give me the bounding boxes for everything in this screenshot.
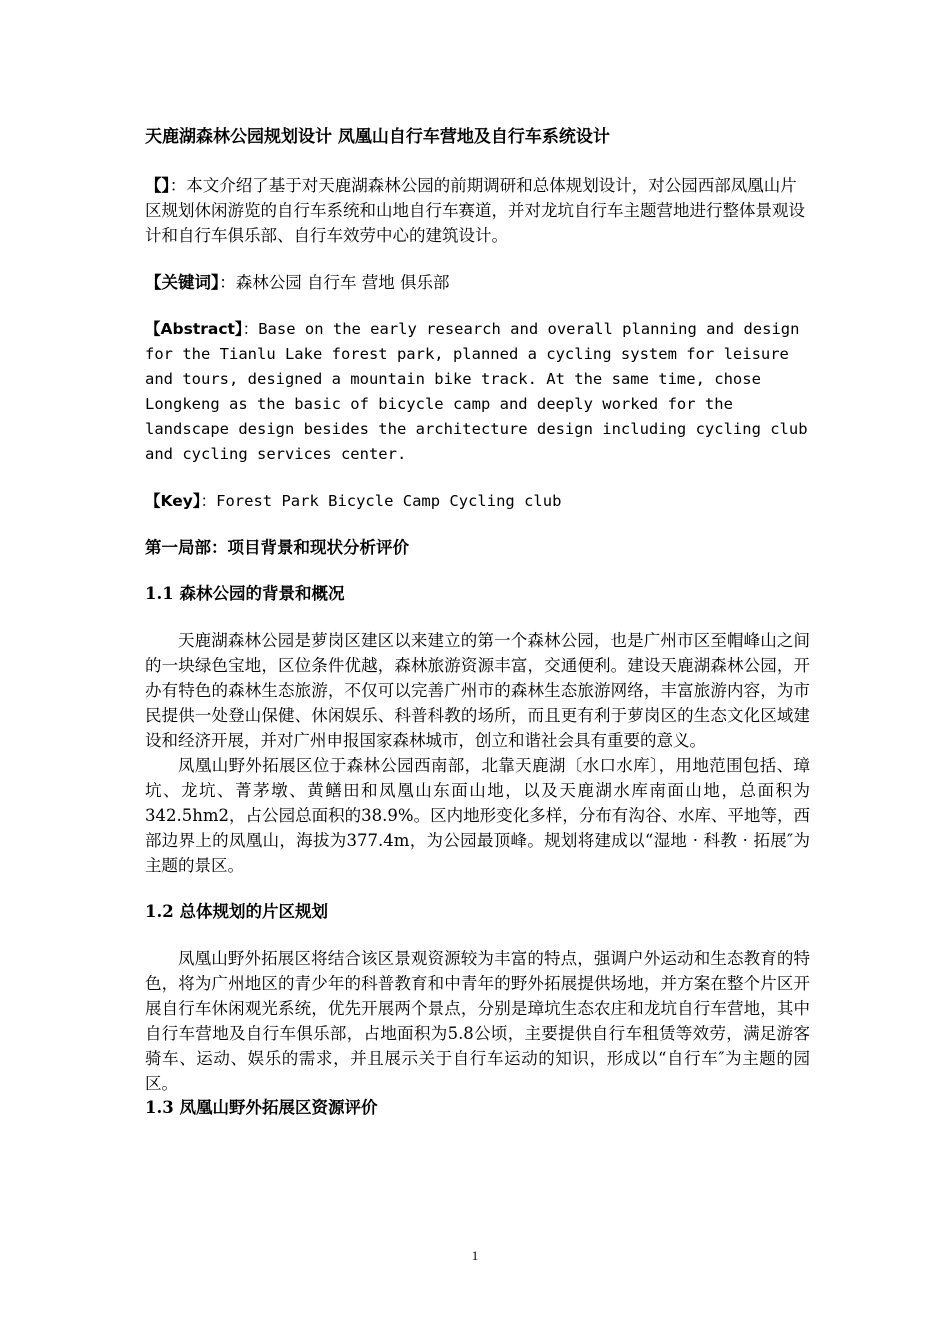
keywords-text: 森林公园 自行车 营地 俱乐部: [235, 273, 450, 292]
keywords-label: 【关键词】: [145, 273, 220, 292]
section-spacer: [145, 878, 810, 900]
keywords-paragraph: [145, 270, 810, 295]
summary-separator: ：: [169, 176, 187, 195]
abstract-text: Base on the early research and overall planning and design for the Tianlu Lake forest park, planned a cycling system for leisure and tours, designed a mountain bike track. At the same time, chose Longkeng as the basic of bicycle camp and deeply worked for the landscape design besides the architecture design including cycling club and cycling services center.: [145, 320, 808, 463]
section-1-2-heading: 1.2 总体规划的片区规划: [145, 902, 328, 921]
document-title: 天鹿湖森林公园规划设计 凤凰山自行车营地及自行车系统设计: [145, 127, 610, 147]
abstract-separator: ：: [242, 320, 259, 338]
page-number: 1: [471, 1248, 479, 1263]
key-separator: ：: [200, 492, 217, 510]
summary-paragraph: [145, 173, 810, 248]
key-label: 【Key】: [145, 492, 201, 510]
abstract-paragraph: [145, 317, 810, 467]
key-paragraph: [145, 489, 810, 514]
section-1-1-heading: 1.1 森林公园的背景和概况: [145, 584, 345, 603]
part1-heading: 第一局部：项目背景和现状分析评价: [145, 538, 409, 557]
section-1-2-paragraph-1: 凤凰山野外拓展区将结合该区景观资源较为丰富的特点，强调户外运动和生态教育的特色，将为广州地区的青少年的科普教育和中青年的野外拓展提供场地，并方案在整个片区开展自行车休闲观光系统，优先开展两个景点，分别是璋坑生态农庄和龙坑自行车营地，其中自行车营地及自行车俱乐部，占地面积为5.8公顷，主要提供自行车租赁等效劳，满足游客骑车、运动、娱乐的需求，并且展示关于自行车运动的知识，形成以“自行车″为主题的园区。: [145, 949, 810, 1093]
section-1-1-paragraph-1: 天鹿湖森林公园是萝岗区建区以来建立的第一个森林公园，也是广州市区至帽峰山之间的一块绿色宝地，区位条件优越，森林旅游资源丰富，交通便利。建设天鹿湖森林公园，开办有特色的森林生态旅游，不仅可以完善广州市的森林生态旅游网络，丰富旅游内容，为市民提供一处登山保健、休闲娱乐、科普科教的场所，而且更有利于萝岗区的生态文化区域建 设和经济开展，并对广州申报国家森林城市，创立和谐社会具有重要的意义。: [145, 631, 810, 750]
key-text: Forest Park Bicycle Camp Cycling club: [216, 492, 562, 510]
summary-text: 本文介绍了基于对天鹿湖森林公园的前期调研和总体规划设计，对公园西部凤凰山片区规划休闲游览的自行车系统和山地自行车赛道，并对龙坑自行车主题营地进行整体景观设计和自行车俱乐部、自行车效劳中心的建筑设计。: [145, 176, 805, 245]
keywords-separator: ：: [219, 273, 236, 292]
abstract-label: 【Abstract】: [145, 320, 243, 338]
page-content: [145, 125, 810, 1120]
summary-label: 【】: [145, 176, 170, 195]
section-1-1-paragraph-2: 凤凰山野外拓展区位于森林公园西南部，北靠天鹿湖〔水口水库〕，用地范围包括、璋坑、龙坑、菁茅墩、黄鳝田和凤凰山东面山地，以及天鹿湖水库南面山地，总面积为342.5hm2，占公园总面积的38.9%。区内地形变化多样，分布有沟谷、水库、平地等，西部边界上的凤凰山，海拔为377.4m，为公园最顶峰。规划将建成以“湿地 · 科教 · 拓展″为主题的景区。: [145, 756, 810, 875]
section-1-3-heading: 1.3 凤凰山野外拓展区资源评价: [145, 1098, 378, 1117]
